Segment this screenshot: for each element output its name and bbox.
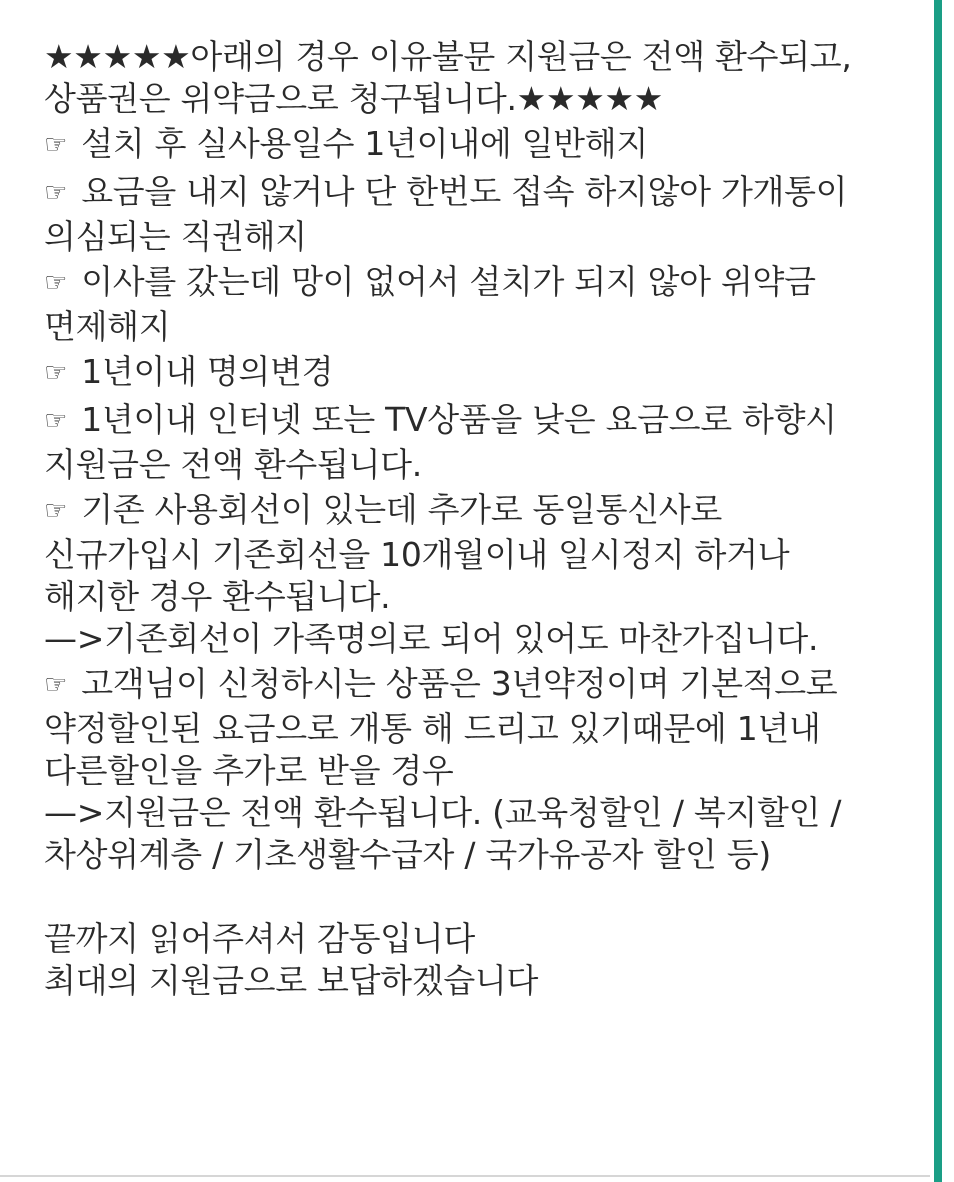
pointing-hand-icon: ☞: [44, 178, 68, 208]
condition-item: ☞ 기존 사용회선이 있는데 추가로 동일통신사로 신규가입시 기존회선을 10개월이내 일시정지 하거나 해지한 경우 환수됩니다.: [44, 490, 790, 616]
condition-item: ☞ 1년이내 인터넷 또는 TV상품을 낮은 요금으로 하향시 지원금은 전액 환수됩니다.: [44, 400, 837, 484]
pointing-hand-icon: ☞: [44, 130, 68, 160]
refund-warning-intro: ★★★★★아래의 경우 이유불문 지원금은 전액 환수되고, 상품권은 위약금으로 청구됩니다.★★★★★: [44, 37, 852, 118]
pointing-hand-icon: ☞: [44, 268, 68, 298]
pointing-hand-icon: ☞: [44, 670, 68, 700]
condition-item: ☞ 고객님이 신청하시는 상품은 3년약정이며 기본적으로 약정할인된 요금으로 개통 해 드리고 있기때문에 1년내 다른할인을 추가로 받을 경우: [44, 664, 838, 790]
closing-promise: 최대의 지원금으로 보답하겠습니다: [44, 961, 539, 1000]
pointing-hand-icon: ☞: [44, 496, 68, 526]
refund-note: —>지원금은 전액 환수됩니다. (교육청할인 / 복지할인 / 차상위계층 / 기초생활수급자 / 국가유공자 할인 등): [44, 793, 842, 874]
pointing-hand-icon: ☞: [44, 358, 68, 388]
notice-content: [44, 36, 884, 1002]
accent-bar: [934, 0, 942, 1182]
closing-thanks: 끝까지 읽어주셔서 감동입니다: [44, 919, 475, 958]
condition-item: ☞ 요금을 내지 않거나 단 한번도 접속 하지않아 가개통이 의심되는 직권해지: [44, 172, 848, 256]
pointing-hand-icon: ☞: [44, 406, 68, 436]
condition-item: ☞ 설치 후 실사용일수 1년이내에 일반해지: [44, 124, 648, 163]
family-note: —>기존회선이 가족명의로 되어 있어도 마찬가집니다.: [44, 619, 819, 658]
condition-item: ☞ 1년이내 명의변경: [44, 352, 334, 391]
blank-line: [44, 876, 884, 918]
bottom-divider: [0, 1175, 930, 1177]
condition-item: ☞ 이사를 갔는데 망이 없어서 설치가 되지 않아 위약금 면제해지: [44, 262, 816, 346]
